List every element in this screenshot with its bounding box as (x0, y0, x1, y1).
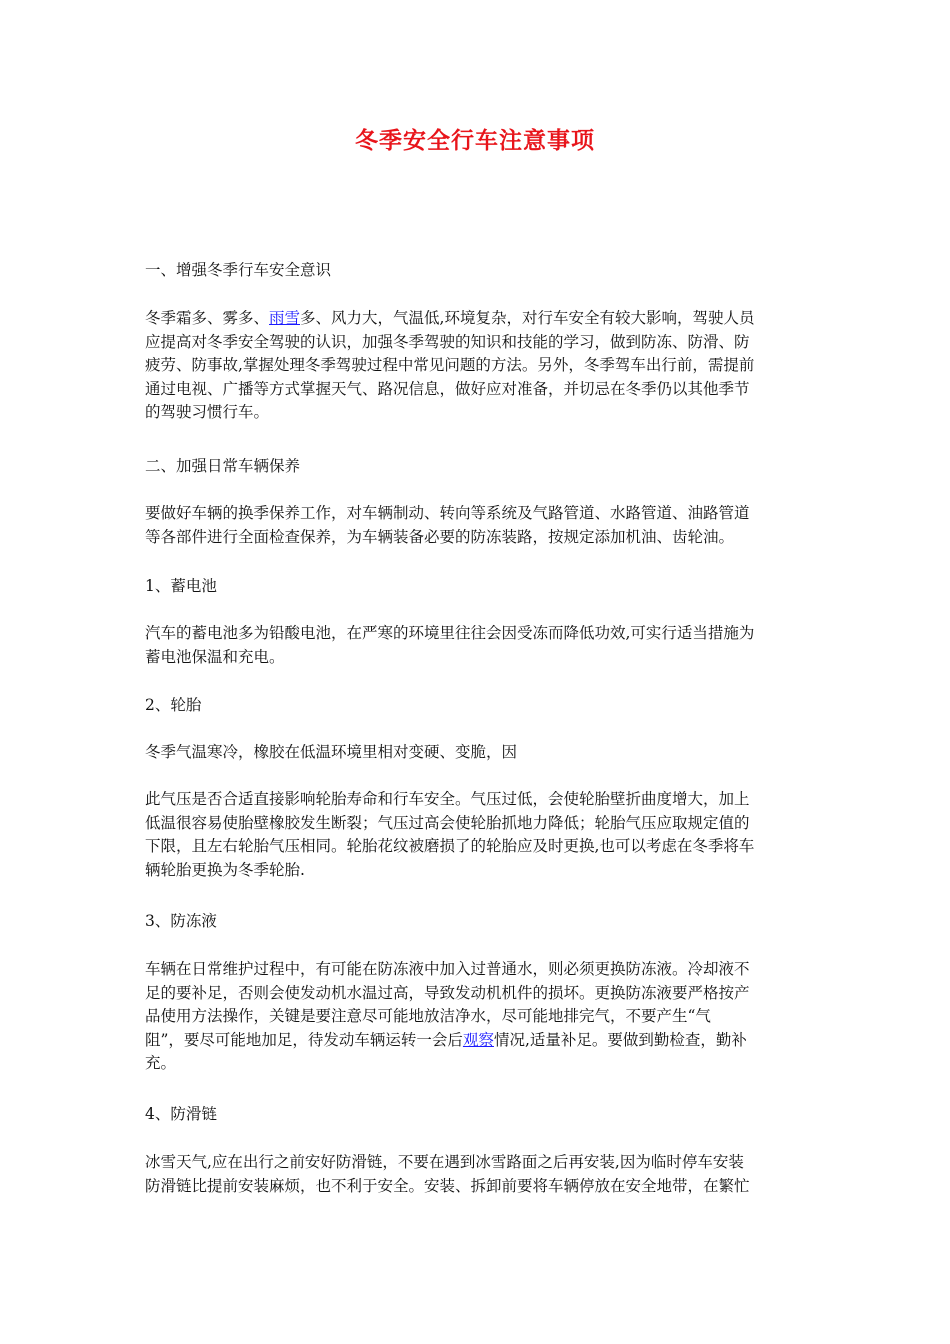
document-title: 冬季安全行车注意事项 (355, 128, 595, 154)
link-guancha[interactable]: 观察 (462, 1030, 494, 1049)
section-heading-tire: 2、轮胎 (145, 696, 202, 714)
section-heading-battery: 1、蓄电池 (145, 577, 217, 595)
paragraph-tire: 此气压是否合适直接影响轮胎寿命和行车安全。气压过低，会使轮胎壁折曲度增大，加上 低温很容易使胎壁橡胶发生断裂；气压过高会使轮胎抓地力降低；轮胎气压应取规定值的 下限，且左右轮胎气压相同。轮胎花纹被磨损了的轮胎应及时更换,也可以考虑在冬季将车 辆轮胎更换为冬季轮胎. (145, 790, 755, 879)
paragraph-battery: 汽车的蓄电池多为铅酸电池，在严寒的环境里往往会因受冻而降低功效,可实行适当措施为 蓄电池保温和充电。 (145, 624, 755, 666)
section-heading-maintenance: 二、加强日常车辆保养 (145, 457, 301, 475)
paragraph-antiskid-chain: 冰雪天气,应在出行之前安好防滑链，不要在遇到冰雪路面之后再安装,因为临时停车安装 防滑链比提前安装麻烦，也不利于安全。安装、拆卸前要将车辆停放在安全地带，在繁忙 (145, 1153, 750, 1195)
section-heading-safety-awareness: 一、增强冬季行车安全意识 (145, 261, 332, 279)
section-heading-antiskid-chain: 4、防滑链 (145, 1105, 217, 1123)
paragraph-safety-awareness: 冬季霜多、雾多、雨雪多、风力大，气温低,环境复杂，对行车安全有较大影响，驾驶人员 应提高对冬季安全驾驶的认识，加强冬季驾驶的知识和技能的学习，做到防冻、防滑、防 疲劳、防事故,掌握处理冬季驾驶过程中常见问题的方法。另外，冬季驾车出行前，需提前 通过电视、广播等方式掌握天气、路况信息，做好应对准备，并切忌在冬季仍以其他季节 的驾驶习惯行车。 (145, 309, 755, 421)
paragraph-tire-intro: 冬季气温寒冷，橡胶在低温环境里相对变硬、变脆，因 (145, 743, 518, 761)
link-yuxue[interactable]: 雨雪 (269, 309, 301, 327)
section-heading-antifreeze: 3、防冻液 (145, 912, 217, 930)
paragraph-maintenance: 要做好车辆的换季保养工作，对车辆制动、转向等系统及气路管道、水路管道、油路管道 等各部件进行全面检查保养，为车辆装备必要的防冻装路，按规定添加机油、齿轮油。 (145, 504, 750, 546)
paragraph-antifreeze: 车辆在日常维护过程中，有可能在防冻液中加入过普通水，则必须更换防冻液。冷却液不 足的要补足，否则会使发动机水温过高，导致发动机机件的损坏。更换防冻液要严格按产 品使用方法操作，关键是要注意尽可能地放洁净水，尽可能地排完气，不要产生“气 阻”，要尽可能地加足，待发动车辆运转一会后观察情况,适量补足。要做到勤检查，勤补 充。 (145, 960, 750, 1072)
